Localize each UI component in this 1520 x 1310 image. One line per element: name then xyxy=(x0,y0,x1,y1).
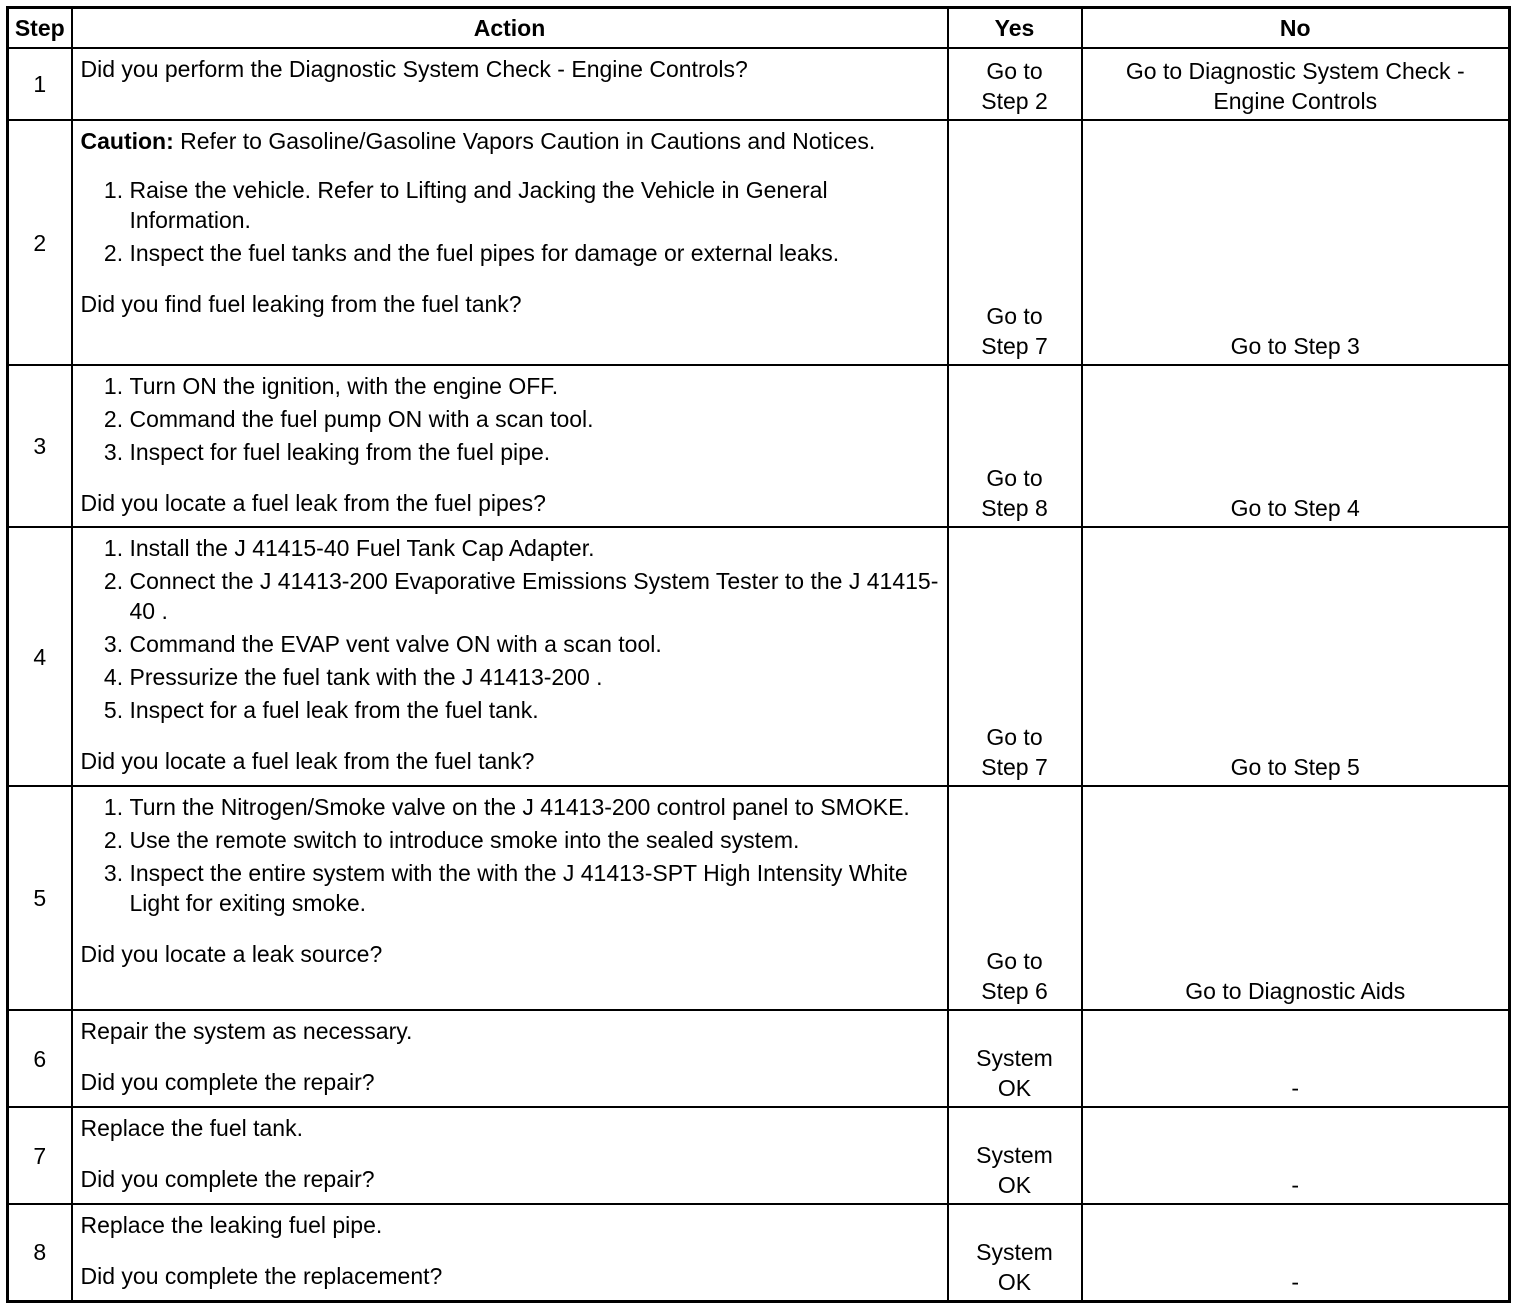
no-outcome: Go to Step 4 xyxy=(1082,365,1510,527)
procedure-item: 1. Turn the Nitrogen/Smoke valve on the J 41413-200 control panel to SMOKE. xyxy=(130,792,939,822)
no-outcome: Go to Diagnostic System Check - Engine Controls xyxy=(1082,48,1510,120)
step-number: 7 xyxy=(8,1107,72,1204)
yes-outcome: System OK xyxy=(948,1010,1082,1107)
action-question: Did you perform the Diagnostic System Check - Engine Controls? xyxy=(80,56,748,82)
yes-outcome: Go to Step 8 xyxy=(948,365,1082,527)
procedure-item: 3. Command the EVAP vent valve ON with a scan tool. xyxy=(130,629,939,659)
caution-label: Caution: xyxy=(80,128,174,154)
procedure-item: 3. Inspect for fuel leaking from the fuel pipe. xyxy=(130,437,939,467)
procedure-item: 1. Turn ON the ignition, with the engine OFF. xyxy=(130,371,939,401)
procedure-item: 5. Inspect for a fuel leak from the fuel tank. xyxy=(130,695,939,725)
action-cell xyxy=(72,1204,948,1301)
step-number: 1 xyxy=(8,48,72,120)
no-outcome: - xyxy=(1082,1010,1510,1107)
step-number: 8 xyxy=(8,1204,72,1301)
procedure-item: 1. Install the J 41415-40 Fuel Tank Cap Adapter. xyxy=(130,533,939,563)
action-question: Did you complete the replacement? xyxy=(80,1263,443,1289)
header-row xyxy=(8,8,1510,49)
yes-column-header: Yes xyxy=(948,8,1082,49)
action-question: Did you locate a leak source? xyxy=(80,941,383,967)
diagnostic-table-container xyxy=(6,6,1511,1303)
no-outcome: - xyxy=(1082,1204,1510,1301)
procedure-item: 4. Pressurize the fuel tank with the J 41413-200 . xyxy=(130,662,939,692)
table-row xyxy=(8,48,1510,120)
table-row xyxy=(8,786,1510,1010)
action-cell xyxy=(72,120,948,365)
yes-outcome: System OK xyxy=(948,1107,1082,1204)
action-question: Did you complete the repair? xyxy=(80,1166,375,1192)
no-outcome: Go to Step 3 xyxy=(1082,120,1510,365)
yes-outcome: Go to Step 7 xyxy=(948,120,1082,365)
action-question: Did you locate a fuel leak from the fuel pipes? xyxy=(80,490,546,516)
procedure-item: 1. Raise the vehicle. Refer to Lifting and Jacking the Vehicle in General Information. xyxy=(130,175,939,235)
procedure-item: 2. Inspect the fuel tanks and the fuel pipes for damage or external leaks. xyxy=(130,238,939,268)
action-cell xyxy=(72,1010,948,1107)
yes-outcome: System OK xyxy=(948,1204,1082,1301)
table-row xyxy=(8,120,1510,365)
action-column-header: Action xyxy=(72,8,948,49)
action-cell xyxy=(72,365,948,527)
table-row xyxy=(8,527,1510,786)
step-number: 3 xyxy=(8,365,72,527)
procedure-item: 3. Inspect the entire system with the with the J 41413-SPT High Intensity White Light for exiting smoke. xyxy=(130,858,939,918)
procedure-list xyxy=(81,792,939,918)
action-question: Did you locate a fuel leak from the fuel tank? xyxy=(80,748,535,774)
action-question: Did you complete the repair? xyxy=(80,1069,375,1095)
table-row xyxy=(8,1204,1510,1301)
action-cell xyxy=(72,48,948,120)
action-instruction: Replace the fuel tank. xyxy=(80,1115,303,1141)
yes-outcome: Go to Step 6 xyxy=(948,786,1082,1010)
table-row xyxy=(8,365,1510,527)
procedure-list xyxy=(81,371,939,467)
procedure-item: 2. Connect the J 41413-200 Evaporative Emissions System Tester to the J 41415-40 . xyxy=(130,566,939,626)
no-outcome: Go to Step 5 xyxy=(1082,527,1510,786)
step-number: 2 xyxy=(8,120,72,365)
action-cell xyxy=(72,786,948,1010)
action-cell xyxy=(72,1107,948,1204)
step-column-header: Step xyxy=(8,8,72,49)
procedure-item: 2. Command the fuel pump ON with a scan tool. xyxy=(130,404,939,434)
table-row xyxy=(8,1107,1510,1204)
no-column-header: No xyxy=(1082,8,1510,49)
procedure-item: 2. Use the remote switch to introduce smoke into the sealed system. xyxy=(130,825,939,855)
procedure-list xyxy=(81,533,939,725)
caution-text: Refer to Gasoline/Gasoline Vapors Caution in Cautions and Notices. xyxy=(180,128,876,154)
yes-outcome: Go to Step 2 xyxy=(948,48,1082,120)
yes-outcome: Go to Step 7 xyxy=(948,527,1082,786)
step-number: 6 xyxy=(8,1010,72,1107)
no-outcome: Go to Diagnostic Aids xyxy=(1082,786,1510,1010)
table-row xyxy=(8,1010,1510,1107)
action-cell xyxy=(72,527,948,786)
no-outcome: - xyxy=(1082,1107,1510,1204)
caution-note xyxy=(81,126,939,156)
step-number: 5 xyxy=(8,786,72,1010)
action-instruction: Repair the system as necessary. xyxy=(80,1018,413,1044)
diagnostic-table xyxy=(6,6,1511,1303)
action-instruction: Replace the leaking fuel pipe. xyxy=(80,1212,383,1238)
action-question: Did you find fuel leaking from the fuel tank? xyxy=(80,291,522,317)
procedure-list xyxy=(81,175,939,268)
step-number: 4 xyxy=(8,527,72,786)
